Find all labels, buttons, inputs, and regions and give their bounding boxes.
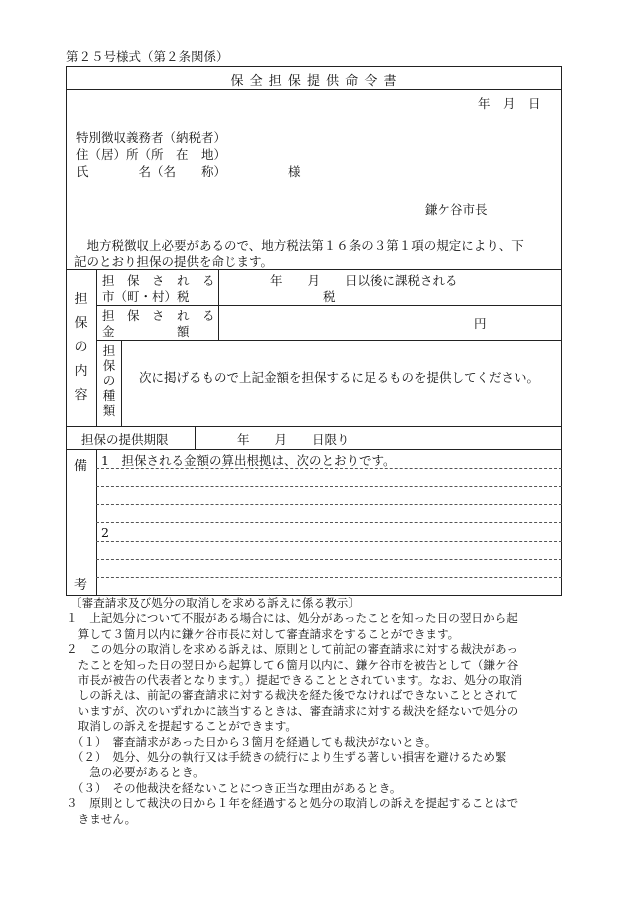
- section-label-content: 担 保 の 内 容: [74, 292, 88, 403]
- deadline-label: 担保の提供期限: [81, 432, 169, 447]
- notes-line: きません。: [66, 811, 137, 826]
- amount-row-bottom: [96, 340, 562, 341]
- tax-label-1: 担 保 さ れ る: [102, 273, 215, 288]
- remarks-dash-line: [96, 468, 562, 469]
- notes-line: （２） 処分、処分の執行又は手続きの続行により生ずる著しい損害を避けるため緊: [66, 750, 507, 765]
- notes-line: （１） 審査請求があった日から３箇月を経過しても裁決がないとき。: [66, 734, 437, 749]
- remarks-label-bottom: 考: [74, 578, 88, 593]
- notes-line: しの訴えは、前記の審査請求に対する裁決を経た後でなければできないこととされて: [66, 688, 519, 703]
- amount-unit: 円: [474, 316, 487, 331]
- appeal-instructions: [66, 596, 566, 827]
- date-line: 年 月 日: [478, 96, 541, 111]
- content-label-divider: [96, 269, 97, 426]
- remarks-item-2: 2: [101, 525, 109, 540]
- deadline-top-line: [66, 426, 562, 427]
- type-label: 担 保 の 種 類: [102, 343, 116, 418]
- notes-line: ２ この処分の取消しを求める訴えは、原則として前記の審査請求に対する裁決があっ: [66, 642, 519, 657]
- notes-line: 算して３箇月以内に鎌ケ谷市長に対して審査請求をすることができます。: [66, 626, 460, 641]
- title-divider: [66, 89, 562, 90]
- notes-line: （３） その他裁決を経ないことにつき正当な理由があるとき。: [66, 780, 402, 795]
- notes-line: 急の必要があるとき。: [66, 765, 205, 780]
- type-value: 次に掲げるもので上記金額を担保するに足るものを提供してください。: [139, 370, 540, 385]
- deadline-col-divider: [195, 426, 196, 449]
- remarks-dash-line: [96, 541, 562, 542]
- remarks-dash-line: [96, 504, 562, 505]
- addressee-line-1: 特別徴収義務者（納税者）: [76, 130, 227, 145]
- content-top-line: [66, 269, 562, 270]
- addressee-line-3: 氏 名（名 称）: [76, 164, 227, 179]
- tax-label-2: 市（町・村）税: [102, 289, 190, 304]
- body-line-2: 記のとおり担保の提供を命じます。: [74, 254, 274, 269]
- issuer: 鎌ケ谷市長: [425, 202, 488, 217]
- remarks-dash-line: [96, 577, 562, 578]
- notes-line: いますが、次のいずれかに該当するときは、審査請求に対する裁決を経ないで処分の: [66, 703, 519, 718]
- deadline-value: 年 月 日限り: [237, 432, 350, 447]
- type-col-divider: [121, 340, 122, 426]
- honorific: 様: [288, 164, 301, 179]
- notes-line: １ 上記処分について不服がある場合には、処分があったことを知った日の翌日から起: [66, 611, 518, 626]
- amount-label-2: 金 額: [102, 324, 190, 339]
- notes-line: たことを知った日の翌日から起算して６箇月以内に、鎌ケ谷市を被告として（鎌ケ谷: [66, 657, 519, 672]
- amount-label-1: 担 保 さ れ る: [102, 308, 215, 323]
- notes-line: 取消しの訴えを提起することができます。: [66, 719, 297, 734]
- body-line-1: 地方税徴収上必要があるので、地方税法第１６条の３第１項の規定により、下: [74, 238, 524, 253]
- tax-value-1: 年 月 日以後に課税される: [270, 273, 458, 288]
- notes-heading: 〔審査請求及び処分の取消しを求める訴えに係る教示〕: [70, 596, 360, 610]
- deadline-bottom-line: [66, 449, 562, 450]
- remarks-dash-line: [96, 559, 562, 560]
- remarks-dash-line: [96, 522, 562, 523]
- remarks-dash-line: [96, 486, 562, 487]
- form-title: 保 全 担 保 提 供 命 令 書: [230, 74, 398, 89]
- remarks-label-top: 備: [74, 459, 88, 474]
- notes-line: 市長が被告の代表者となります。）提起できることとされています。なお、処分の取消: [66, 673, 523, 688]
- form-number: 第２５号様式（第２条関係）: [66, 49, 229, 64]
- addressee-line-2: 住（居）所（所 在 地）: [76, 147, 227, 162]
- notes-line: ３ 原則として裁決の日から１年を経過すると処分の取消しの訴えを提起することはで: [66, 796, 519, 811]
- remarks-item-1: 1 担保される金額の算出根拠は、次のとおりです。: [101, 453, 396, 468]
- tax-value-2: 税: [323, 289, 336, 304]
